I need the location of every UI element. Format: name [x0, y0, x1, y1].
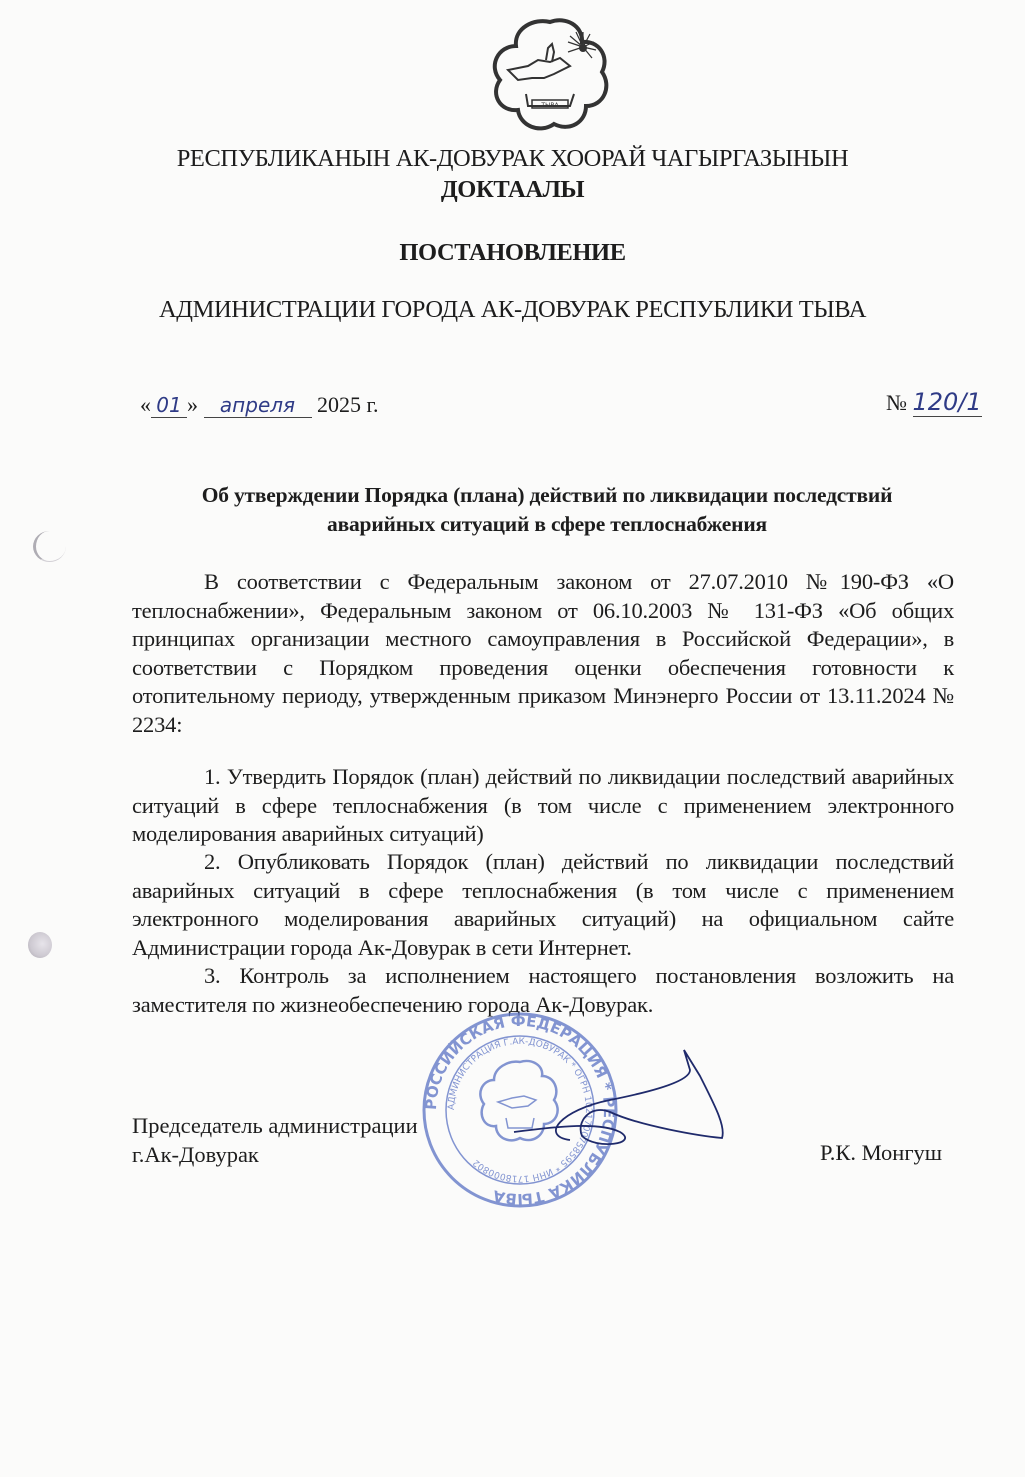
date-month: апреля — [204, 393, 312, 418]
stamp-ring-text: РОССИЙСКАЯ ФЕДЕРАЦИЯ * РЕСПУБЛИКА ТЫВА — [421, 1011, 619, 1209]
tuva-coat-of-arms-icon — [488, 14, 613, 134]
date-year: 2025 г. — [317, 392, 379, 417]
document-title — [132, 481, 962, 539]
document-date — [140, 392, 379, 418]
item-text: 1. Утвердить Порядок (план) действий по ликвидации последствий аварийных ситуаций в сфере теплоснабжения (в том числе с применением электронного моделирования аварийных ситуаций) — [132, 764, 954, 846]
item-1 — [132, 763, 954, 849]
handwritten-signature — [500, 1040, 730, 1160]
title-line2: аварийных ситуаций в сфере теплоснабжения — [327, 512, 767, 536]
hole-punch-mark — [33, 531, 66, 562]
emblem-ribbon-text: ТЫВА — [541, 102, 559, 109]
date-close-quote: » — [187, 392, 198, 417]
number-value: 120/1 — [912, 388, 982, 416]
hole-punch-mark — [28, 932, 52, 958]
signatory-title — [132, 1111, 418, 1169]
signatory-name: Р.К. Монгуш — [820, 1140, 943, 1165]
intro-text: В соответствии с Федеральным законом от 27.07.2010 №190-ФЗ «О теплоснабжении», Федеральным законом от 06.10.2003 № 131-ФЗ «Об общих принципах организации местного самоуправления в Российской Федерации», в соответствии с Порядком проведения оценки обеспечения готовности к отопительному периоду, утвержденным приказом Минэнерго России от 13.11.2024 № 2234: — [132, 569, 954, 737]
header-tuvan-line1: РЕСПУБЛИКАНЫН АК-ДОВУРАК ХООРАЙ ЧАГЫРГАЗЫНЫН — [176, 145, 849, 172]
intro-paragraph — [132, 568, 954, 739]
stamp-inner-text: АДМИНИСТРАЦИЯ Г.АК-ДОВУРАК * ОГРН 1021700758595 * ИНН 1718000802 — [446, 1036, 594, 1184]
signatory-title-line2: г.Ак-Довурак — [132, 1142, 259, 1167]
item-text: 2. Опубликовать Порядок (план) действий по ликвидации последствий аварийных ситуаций в сфере теплоснабжения (в том числе с применением электронного моделирования аварийных ситуаций) на официальном сайте Администрации города Ак-Довурак в сети Интернет. — [132, 849, 954, 960]
title-line1: Об утверждении Порядка (плана) действий по ликвидации последствий — [201, 483, 893, 507]
header-russian: АДМИНИСТРАЦИИ ГОРОДА АК-ДОВУРАК РЕСПУБЛИКИ ТЫВА — [158, 296, 866, 323]
date-open-quote: « — [140, 392, 151, 417]
document-number — [886, 388, 982, 416]
header-tuvan-line2: ДОКТААЛЫ — [440, 176, 585, 203]
doc-type: ПОСТАНОВЛЕНИЕ — [399, 239, 626, 266]
number-label: № — [886, 390, 907, 415]
signatory-title-line1: Председатель администрации — [132, 1113, 418, 1138]
item-text: 3. Контроль за исполнением настоящего постановления возложить на заместителя по жизнеобеспечению города Ак-Довурак. — [132, 963, 954, 1017]
date-day: 01 — [151, 393, 187, 418]
item-2 — [132, 848, 954, 962]
